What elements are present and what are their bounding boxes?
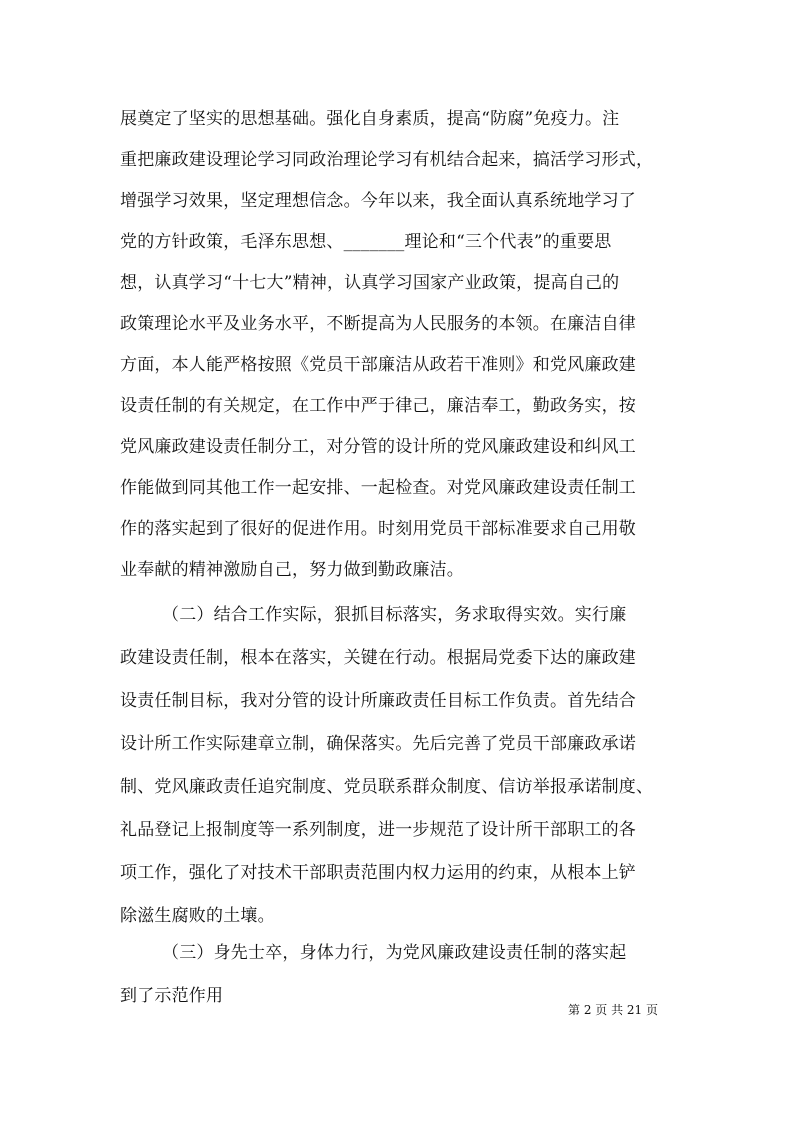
body-line-8: 设责任制的有关规定，在工作中严于律己，廉洁奉工，勤政务实，按 [120,396,636,416]
body-line-22: 到了示范作用 [120,986,224,1006]
body-line-7: 方面，本人能严格按照《党员干部廉洁从政若干准则》和党风廉政建 [120,355,636,375]
body-line-11: 作的落实起到了很好的促进作用。时刻用党员干部标准要求自己用敬 [120,519,636,539]
body-line-19: 项工作，强化了对技术干部职责范围内权力运用的约束，从根本上铲 [120,863,636,883]
body-line-2: 重把廉政建设理论学习同政治理论学习有机结合起来，搞活学习形式， [120,150,654,170]
body-line-4: 党的方针政策，毛泽东思想、_______理论和“三个代表”的重要思 [120,232,612,252]
section-3-first-line: （三）身先士卒，身体力行，为党风廉政建设责任制的落实起 [162,943,627,963]
page-number-footer: 第 2 页 共 21 页 [568,1003,658,1017]
body-line-15: 设责任制目标，我对分管的设计所廉政责任目标工作负责。首先结合 [120,691,636,711]
body-line-10: 作能做到同其他工作一起安排、一起检查。对党风廉政建设责任制工 [120,478,636,498]
body-line-14: 政建设责任制，根本在落实，关键在行动。根据局党委下达的廉政建 [120,648,636,668]
body-line-1: 展奠定了坚实的思想基础。强化自身素质，提高“防腐”免疫力。注 [120,109,620,129]
body-line-18: 礼品登记上报制度等一系列制度，进一步规范了设计所干部职工的各 [120,820,636,840]
section-2-first-line: （二）结合工作实际，狠抓目标落实，务求取得实效。实行廉 [162,605,627,625]
body-line-5: 想，认真学习“十七大”精神，认真学习国家产业政策，提高自己的 [120,273,620,293]
body-line-6: 政策理论水平及业务水平，不断提高为人民服务的本领。在廉洁自律 [120,314,636,334]
body-line-20: 除滋生腐败的土壤。 [120,906,275,926]
body-line-9: 党风廉政建设责任制分工，对分管的设计所的党风廉政建设和纠风工 [120,437,636,457]
body-line-12: 业奉献的精神激励自己，努力做到勤政廉洁。 [120,560,464,580]
body-line-3: 增强学习效果，坚定理想信念。今年以来，我全面认真系统地学习了 [120,191,636,211]
body-line-17: 制、党风廉政责任追究制度、党员联系群众制度、信访举报承诺制度、 [120,777,654,797]
body-line-16: 设计所工作实际建章立制，确保落实。先后完善了党员干部廉政承诺 [120,734,636,754]
